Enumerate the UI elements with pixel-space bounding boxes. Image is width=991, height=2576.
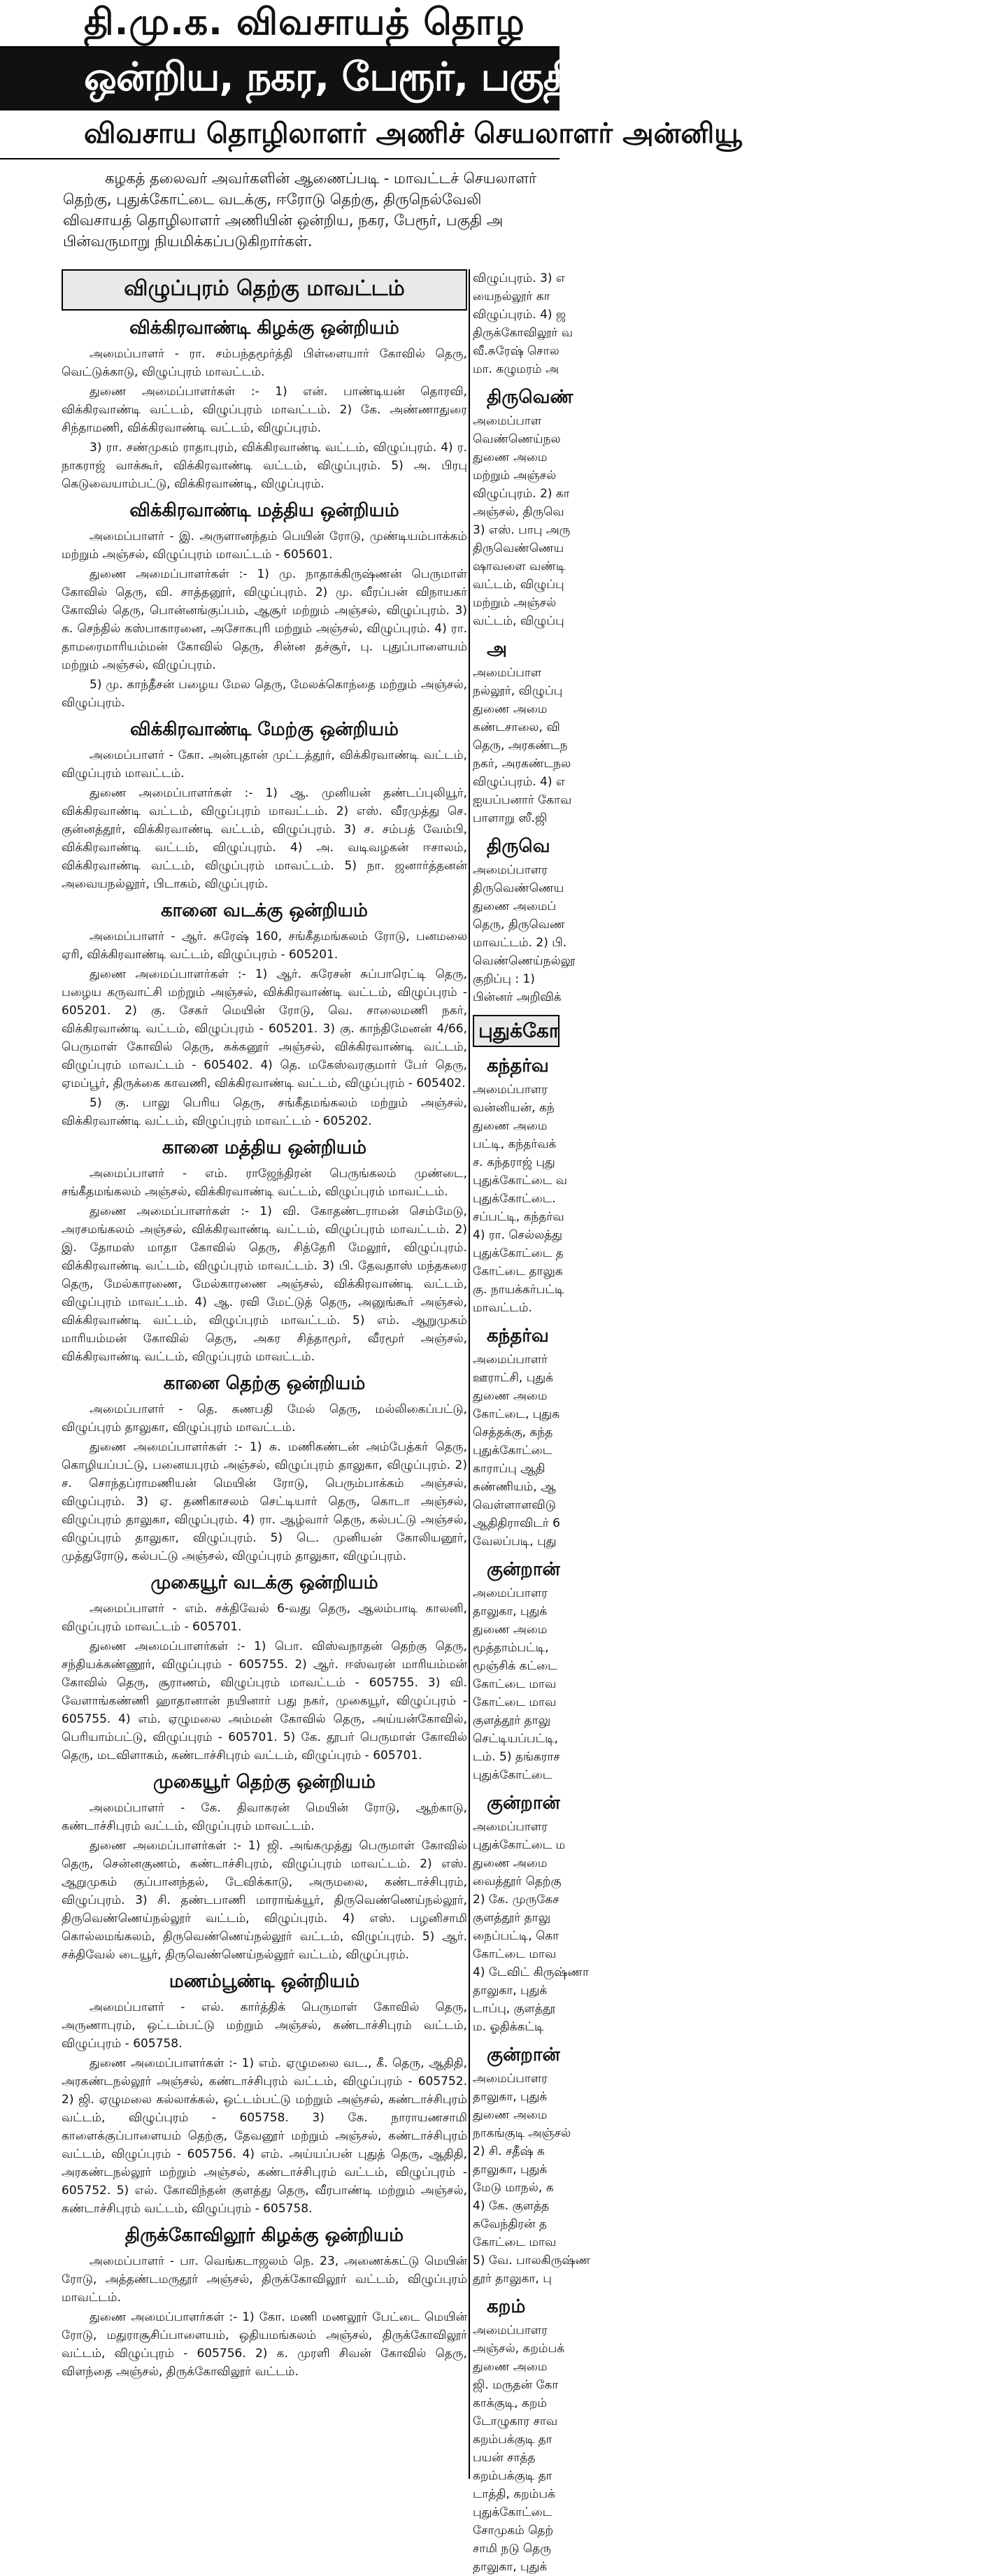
fragment-line: துணை அமை xyxy=(473,1623,548,1637)
fragment-line: அமைப்பாள xyxy=(473,666,542,680)
fragment-line: சுண்ணியம், ஆ xyxy=(473,1480,556,1494)
union-heading: கானை வடக்கு ஒன்றியம் xyxy=(161,900,368,921)
union-section xyxy=(62,1971,467,2218)
fragment-line: வேலப்படி, புது xyxy=(473,1535,557,1549)
union-section xyxy=(62,900,467,1130)
fragment-line: வட்டம், விழுப்பு xyxy=(473,614,564,628)
fragment-line: காக்குடி, கறம் xyxy=(473,2396,548,2410)
fragment-line: 2) கே. முருகேச xyxy=(473,1893,559,1907)
union-paragraph: அமைப்பாளர் - ஆர். சுரேஷ் 160, சங்கீதமங்கலம் ரோடு, பனமலை ஏரி, விக்கிரவாண்டி வட்டம், விழுப்புரம் - 605201. xyxy=(62,930,467,962)
fragment-line: அஞ்சல், கறம்பக் xyxy=(473,2342,565,2356)
union-paragraph: 5) கு. பாலு பெரிய தெரு, சங்கீதமங்கலம் மற்றும் அஞ்சல், விக்கிரவாண்டி வட்டம், விழுப்புரம் மாவட்டம் - 605202. xyxy=(62,1096,467,1128)
fragment-heading: குன்றான் xyxy=(487,2044,560,2065)
union-heading: விக்கிரவாண்டி மேற்கு ஒன்றியம் xyxy=(130,719,399,740)
fragment-line: புதுக்கோட்டை ம xyxy=(473,1838,566,1852)
union-section xyxy=(62,500,467,712)
fragment-line: தாலுகா, புதுக் xyxy=(473,2090,548,2104)
union-heading: விக்கிரவாண்டி மத்திய ஒன்றியம் xyxy=(129,500,399,521)
union-paragraph: அமைப்பாளர் - இ. அருளானந்தம் பெயின் ரோடு, முண்டியம்பாக்கம் மற்றும் அஞ்சல், விழுப்புரம் மாவட்டம் - 605601. xyxy=(62,529,467,562)
fragment-line: 5) வே. பாலகிருஷ்ண xyxy=(473,2254,590,2268)
fragment-line: சுவேந்திரன் த xyxy=(473,2217,548,2231)
fragment-line: யைநல்லூர் கா xyxy=(473,290,550,304)
fragment-line: புதுக்கோட்டை வ xyxy=(473,1174,567,1188)
fragment-line: வைத்தூர் தெற்கு xyxy=(473,1874,562,1888)
fragment-line: டாப்பு, குளத்தூ xyxy=(473,2002,555,2016)
fragment-line: மாவட்டம். 2) பி. xyxy=(473,936,567,950)
fragment-line: அமைப்பாள xyxy=(473,414,542,428)
fragment-line: மற்றும் அஞ்சல் xyxy=(473,469,557,483)
fragment-heading: குன்றான் xyxy=(487,1793,560,1814)
column-divider xyxy=(469,269,470,2479)
fragment-heading: திருவெ xyxy=(487,836,550,857)
fragment-line: தெரு, திருவெண xyxy=(473,918,565,932)
fragment-line: புதுக்கோட்டை. xyxy=(473,1192,556,1206)
union-paragraph: துணை அமைப்பாளர்கள் :- 1) ஆ. முனியன் தண்டப்புலியூர், விக்கிரவாண்டி வட்டம், விழுப்புரம் மாவட்டம். 2) எஸ். வீரமுத்து செ. குன்னத்தூர், விக்கிரவாண்டி வட்டம், விழுப்புரம். 3) ச. சம்பத் வேம்பி, விக்கிரவாண்டி வட்டம், விழுப்புரம். 4) அ. வடிவழகன் ஈசாலம், விக்கிரவாண்டி வட்டம், விழுப்புரம் மாவட்டம். 5) நா. ஜனார்த்தனன் அவையநல்லூர், பிடாகம், விழுப்புரம். xyxy=(62,786,467,891)
fragment-line: கு. நாயக்கர்பட்டி xyxy=(473,1283,564,1297)
fragment-line: புதுக்கோட்டை xyxy=(473,1444,552,1458)
union-heading: கானை தெற்கு ஒன்றியம் xyxy=(163,1373,366,1394)
column-left xyxy=(62,269,467,2386)
fragment-line: கோட்டை மாவ xyxy=(473,1695,557,1709)
fragment-line: வெண்ணெய்நல xyxy=(473,432,561,446)
union-heading: விக்கிரவாண்டி கிழக்கு ஒன்றியம் xyxy=(129,318,399,339)
fragment-line: பின்னர் அறிவிக் xyxy=(473,990,562,1004)
fragment-line: அமைப்பாளர xyxy=(473,2072,548,2086)
fragment-line: வீ.சுரேஷ் சொல xyxy=(473,344,559,358)
fragment-line: டோழுகார சாவ xyxy=(473,2414,558,2428)
fragment-heading: கறம் xyxy=(487,2296,526,2317)
fragment-line: செட்டியப்பட்டி, xyxy=(473,1732,559,1746)
fragment-line: தெரு, அரகண்டந xyxy=(473,739,568,753)
header-banner-top xyxy=(0,0,559,48)
fragment-line: அமைப்பாளர xyxy=(473,1083,548,1097)
union-list xyxy=(62,318,467,2381)
fragment-line: அஞ்சல், திருவெ xyxy=(473,505,564,519)
union-section xyxy=(62,1772,467,1964)
fragment-line: மூஞ்சிக் கட்டை xyxy=(473,1659,557,1673)
fragment-line: தாலுகா, புதுக் xyxy=(473,1604,548,1618)
fragment-line: வட்டம், விழுப்பு xyxy=(473,578,564,592)
fragment-line: துணை அமை xyxy=(473,1389,548,1403)
fragment-line: தாலுகா, புதுக் xyxy=(473,2560,548,2574)
union-paragraph: துணை அமைப்பாளர்கள் :- 1) பொ. விஸ்வநாதன் தெற்கு தெரு, சந்தியக்கண்ணூர், விழுப்புரம் - 605755. 2) ஆர். ஈஸ்வரன் மாரியம்மன் கோவில் தெரு, சூராணம், விழுப்புரம் மாவட்டம் - 605755. 3) வி. வேளாங்கண்ணி ஹாதானான் நயினார் பது நகர், முகையூர், விழுப்புரம் - 605755. 4) எம். ஏழுமலை அம்மன் கோவில் தெரு, அய்யன்கோவில், பெரியாம்பட்டு, விழுப்புரம் - 605701. 5) கே. தூபர் பெருமாள் கோவில் தெரு, மடவிளாகம், கண்டாச்சிபுரம் வட்டம், விழுப்புரம் - 605701. xyxy=(62,1639,467,1763)
fragment-line: வெள்ளாளவிடு xyxy=(473,1498,556,1512)
union-paragraph: 5) மு. காந்தீசன் பழைய மேல தெரு, மேலக்கொந்தை மற்றும் அஞ்சல், விழுப்புரம். xyxy=(62,678,467,710)
fragment-line: மூத்தாம்பட்டி, xyxy=(473,1641,549,1655)
union-heading: முகையூர் வடக்கு ஒன்றியம் xyxy=(150,1572,378,1593)
union-paragraph: துணை அமைப்பாளர்கள் :- 1) என். பாண்டியன் தொரவி, விக்கிரவாண்டி வட்டம், விழுப்புரம் மாவட்டம். 2) கே. அண்ணாதுரை சிந்தாமணி, விக்கிரவாண்டி வட்டம், விழுப்புரம். xyxy=(62,385,467,435)
fragment-line: ம. ஓதிக்கட்டி xyxy=(473,2020,544,2034)
fragment-list xyxy=(473,269,590,2576)
union-section xyxy=(62,1572,467,1765)
fragment-line: சாமி நடு தெரு xyxy=(473,2542,551,2556)
fragment-line: நைப்பட்டி, கொ xyxy=(473,1929,559,1943)
intro-text xyxy=(63,168,546,252)
union-paragraph: துணை அமைப்பாளர்கள் :- 1) சு. மணிகண்டன் அம்பேத்கர் தெரு, கொழியப்பட்டு, பனையபுரம் அஞ்சல், விழுப்புரம் தாலுகா, விழுப்புரம். 2) ச. சொந்தப்ராமணியன் மெயின் ரோடு, பெரும்பாக்கம் அஞ்சல், விழுப்புரம். 3) ஏ. தணிகாசலம் செட்டியார் தெரு, கொடா அஞ்சல், விழுப்புரம் தாலுகா, விழுப்புரம். 4) ரா. ஆழ்வார் தெரு, கல்பட்டு அஞ்சல், விழுப்புரம் தாலுகா, விழுப்புரம். 5) டெ. முனியன் கோலியனூர், முத்துரோடு, கல்பட்டு அஞ்சல், விழுப்புரம் தாலுகா, விழுப்புரம். xyxy=(62,1440,467,1563)
fragment-line: ஊராட்சி, புதுக் xyxy=(473,1371,553,1385)
fragment-line: காராப்பு ஆதி xyxy=(473,1462,546,1476)
fragment-line: டம். 5) தங்கராச xyxy=(473,1750,560,1764)
fragment-line: மேடு மாநல், க xyxy=(473,2181,554,2195)
fragment-line: மற்றும் அஞ்சல் xyxy=(473,596,557,610)
fragment-line: நாகங்குடி அஞ்சல் xyxy=(473,2126,571,2140)
union-paragraph: துணை அமைப்பாளர்கள் :- 1) ஜி. அங்கமுத்து பெருமாள் கோவில் தெரு, சென்னகுணம், கண்டாச்சிபுரம், விழுப்புரம் மாவட்டம். 2) எஸ். ஆறுமுகம் குப்பானந்தல், டேவிக்காடு, அருமலை, கண்டாச்சிபுரம், விழுப்புரம். 3) சி. தண்டபாணி மாராங்க்யூர், திருவெண்ணெய்நல்லூர், திருவெண்ணெய்நல்லூர் வட்டம், விழுப்புரம். 4) எஸ். பழனிசாமி கொல்லமங்கலம், திருவெண்ணெய்நல்லூர் வட்டம், விழுப்புரம். 5) ஆர். சக்திவேல் டையூர், திருவெண்ணெய்நல்லூர் வட்டம், விழுப்புரம். xyxy=(62,1839,467,1962)
fragment-line: குளத்தூர் தாலு xyxy=(473,1714,551,1728)
fragment-line: திருவெண்ணெய xyxy=(473,541,564,555)
union-heading: மணம்பூண்டி ஒன்றியம் xyxy=(169,1971,360,1992)
fragment-line: டாத்தி, கறம்பக் xyxy=(473,2487,555,2501)
fragment-line: அமைப்பாளர் xyxy=(473,1353,548,1367)
fragment-line: புதுக்கோட்டை xyxy=(473,1768,552,1782)
fragment-line: துணை அமை xyxy=(473,1856,548,1870)
fragment-line: நகர், அரகண்டநல xyxy=(473,757,571,771)
header-title-line3: விவசாய தொழிலாளர் அணிச் செயலாளர் அன்னியூ xyxy=(84,118,742,150)
union-paragraph: துணை அமைப்பாளர்கள் :- 1) மு. நாதாக்கிருஷ்ணன் பெருமாள் கோவில் தெரு, வி. சாத்தனூர், விழுப்புரம். 2) மு. வீரப்பன் விநாயகர் கோவில் தெரு, பொன்னங்குப்பம், ஆசூர் மற்றும் அஞ்சல், விழுப்புரம். 3) க. செந்தில் கஸ்பாகாரனை, அசோகபுரி மற்றும் அஞ்சல், விழுப்புரம். 4) ரா. தாமரைமாரியம்மன் கோவில் தெரு, சின்ன தச்சூர், பு. புதுப்பாளையம் மற்றும் அஞ்சல், விழுப்புரம். xyxy=(62,567,467,672)
fragment-line: 4) டேவிட் கிருஷ்ணா xyxy=(473,1965,589,1979)
fragment-line: 4) கே. குளத்த xyxy=(473,2199,550,2213)
fragment-heading: கந்தர்வ xyxy=(487,1055,549,1076)
fragment-district-title: புதுக்கோ xyxy=(473,1015,559,1047)
union-section xyxy=(62,1137,467,1366)
union-paragraph: துணை அமைப்பாளர்கள் :- 1) வி. கோதண்டராமன் செம்மேடு, அரசமங்கலம் அஞ்சல், விக்கிரவாண்டி வட்டம், விழுப்புரம் மாவட்டம். 2) இ. தோமஸ் மாதா கோவில் தெரு, சித்தேரி மேலூர், விழுப்புரம். விக்கிரவாண்டி வட்டம், விழுப்புரம் மாவட்டம். 3) பி. தேவதாஸ் மந்தகரை தெரு, மேல்காரணை, மேல்காரணை அஞ்சல், விக்கிரவாண்டி வட்டம், விழுப்புரம் மாவட்டம். 4) ஆ. ரவி மேட்டுத் தெரு, அனுங்கூர் அஞ்சல், விக்கிரவாண்டி வட்டம், விழுப்புரம் மாவட்டம். 5) எம். ஆறுமுகம் மாரியம்மன் கோவில் தெரு, அகர சித்தாமூர், வீரமூர் அஞ்சல், விக்கிரவாண்டி வட்டம், விழுப்புரம் மாவட்டம். xyxy=(62,1204,467,1364)
union-section xyxy=(62,1373,467,1565)
fragment-line: ச. கந்தராஜ் புது xyxy=(473,1155,555,1169)
fragment-line: கோட்டை மாவ xyxy=(473,1677,557,1691)
union-paragraph: துணை அமைப்பாளர்கள் :- 1) கோ. மணி மணலூர் பேட்டை மெயின் ரோடு, மதுராசூசிப்பாளையம், ஒதியமங்கலம் அஞ்சல், திருக்கோவிலூர் வட்டம், விழுப்புரம் - 605756. 2) க. முரளி சிவன் கோவில் தெரு, விளந்தை அஞ்சல், திருக்கோவிலூர் வட்டம். xyxy=(62,2310,467,2379)
union-heading: முகையூர் தெற்கு ஒன்றியம் xyxy=(153,1772,376,1793)
union-heading: கானை மத்திய ஒன்றியம் xyxy=(162,1137,367,1158)
fragment-heading: கந்தர்வ xyxy=(487,1325,549,1346)
fragment-line: தூர் தாலுகா, பு xyxy=(473,2272,552,2286)
union-paragraph: துணை அமைப்பாளர்கள் :- 1) ஆர். சுரேசன் சுப்பாரெட்டி தெரு, பழைய கருவாட்சி மற்றும் அஞ்சல், விக்கிரவாண்டி வட்டம், விழுப்புரம் - 605201. 2) கு. சேகர் மெயின் ரோடு, வெ. சாலைமணி நகர், விக்கிரவாண்டி வட்டம், விழுப்புரம் - 605201. 3) கு. காந்திமேனன் 4/66, பெருமாள் கோவில் தெரு, கக்கனூர் அஞ்சல், விக்கிரவாண்டி வட்டம், விழுப்புரம் மாவட்டம் - 605402. 4) தெ. மகேஸ்வரகுமார் பேர் தெரு, ஏமப்பூர், திருக்கை காவணி, விக்கிரவாண்டி வட்டம், விழுப்புரம் - 605402. xyxy=(62,967,467,1090)
fragment-line: விழுப்புரம். 4) எ xyxy=(473,775,566,789)
fragment-line: துணை அமை xyxy=(473,702,548,716)
fragment-line: 2) சி. சதீஷ் க xyxy=(473,2144,545,2158)
fragment-line: செத்தக்கு, கந்த xyxy=(473,1425,553,1439)
fragment-line: கோட்டை மாவ xyxy=(473,2235,557,2249)
union-paragraph: அமைப்பாளர் - ரா. சம்பந்தமூர்த்தி பிள்ளையார் கோவில் தெரு, வெட்டுக்காடு, விழுப்புரம் மாவட்டம். xyxy=(62,347,467,379)
fragment-line: துணை அமை xyxy=(473,2360,548,2374)
fragment-line: பட்டி, கந்தர்வக் xyxy=(473,1137,557,1151)
fragment-line: பாளாறு ஸீ.ஜி xyxy=(473,811,548,825)
fragment-line: துணை அமை xyxy=(473,1119,548,1133)
union-paragraph: அமைப்பாளர் - பா. வெங்கடாஜலம் நெ. 23, அணைக்கட்டு மெயின் ரோடு, அத்தண்டமருதூர் அஞ்சல், திருக்கோவிலூர் வட்டம், விழுப்புரம் மாவட்டம். xyxy=(62,2254,467,2305)
fragment-line: மாவட்டம். xyxy=(473,1301,532,1315)
fragment-line: அமைப்பாளர xyxy=(473,1820,548,1834)
header-title-line1: தி.மு.க. விவசாயத் தொழ xyxy=(84,1,525,43)
fragment-line: திருக்கோவிலூர் வ xyxy=(473,326,573,340)
fragment-line: கோட்டை தாலுக xyxy=(473,1265,563,1279)
header-title-line2: ஒன்றிய, நகர, பேரூர், பகுதி அமைப்பாளர் - துணை xyxy=(84,55,991,100)
fragment-heading: குன்றான் xyxy=(487,1559,560,1580)
column-right-cropped xyxy=(473,269,590,2574)
fragment-line: கோட்டை, புதுக xyxy=(473,1407,560,1421)
fragment-line: துணை அமைப் xyxy=(473,899,557,913)
union-paragraph: அமைப்பாளர் - எல். கார்த்திக் பெருமாள் கோவில் தெரு, அருணாபுரம், ஒட்டம்பட்டு மற்றும் அஞ்சல், கண்டாச்சிபுரம் வட்டம், விழுப்புரம் - 605758. xyxy=(62,2000,467,2051)
union-paragraph: 3) ரா. சண்முகம் ராதாபுரம், விக்கிரவாண்டி வட்டம், விழுப்புரம். 4) ர. நாகராஜ் வாக்கூர், விக்கிரவாண்டி வட்டம், விழுப்புரம். 5) அ. பிரபு கெடுவையாம்பட்டு, விக்கிரவாண்டி, விழுப்புரம். xyxy=(62,441,467,491)
fragment-line: அமைப்பாளர xyxy=(473,1586,548,1600)
fragment-line: 3) எஸ். பாபு அரு xyxy=(473,523,571,537)
fragment-line: துணை அமை xyxy=(473,2108,548,2122)
fragment-heading: திருவெண் xyxy=(487,387,573,408)
union-paragraph: அமைப்பாளர் - எம். ராஜேந்திரன் பெருங்கலம் முண்டை, சங்கீதமங்கலம் அஞ்சல், விக்கிரவாண்டி வட்டம், விழுப்புரம் மாவட்டம். xyxy=(62,1167,467,1199)
fragment-line: குறிப்பு : 1) xyxy=(473,972,535,986)
fragment-line: ஐயப்பனார் கோவ xyxy=(473,793,572,807)
union-section xyxy=(62,2225,467,2381)
union-section xyxy=(62,318,467,493)
district-title: விழுப்புரம் தெற்கு மாவட்டம் xyxy=(62,269,467,311)
fragment-line: சோமுகம் தெற் xyxy=(473,2524,554,2538)
fragment-line: கறம்பக்குடி தா xyxy=(473,2433,552,2447)
fragment-line: 4) ரா. செல்லத்து xyxy=(473,1228,563,1242)
fragment-line: விழுப்புரம். 4) ஜ xyxy=(473,308,566,322)
fragment-line: விழுப்புரம். 2) கா xyxy=(473,487,570,501)
fragment-line: ஜி. மருதன் கோ xyxy=(473,2378,559,2392)
union-paragraph: அமைப்பாளர் - எம். சக்திவேல் 6-வது தெரு, ஆலம்பாடி காலனி, விழுப்புரம் மாவட்டம் - 605701. xyxy=(62,1602,467,1634)
fragment-line: துணை அமை xyxy=(473,450,548,464)
header-banner-black xyxy=(0,48,991,111)
fragment-line: தாலுகா, புதுக் xyxy=(473,1984,548,1998)
fragment-line: வன்னியன், கந் xyxy=(473,1101,555,1115)
fragment-line: கறம்பக்குடி தா xyxy=(473,2469,552,2483)
fragment-line: வெண்ணெய்நல்லூ xyxy=(473,954,576,968)
fragment-line: புதுக்கோட்டை த xyxy=(473,1246,564,1260)
union-section xyxy=(62,719,467,893)
intro-paragraph: கழகத் தலைவர் அவர்களின் ஆணைப்படி - மாவட்டச் செயலாளர் தெற்கு, புதுக்கோட்டை வடக்கு, ஈரோடு தெற்கு, திருநெல்வேலி விவசாயத் தொழிலாளர் அணியின் ஒன்றிய, நகர, பேரூர், பகுதி அ பின்வருமாறு நியமிக்கப்படுகிறார்கள். xyxy=(63,170,536,250)
union-paragraph: அமைப்பாளர் - கோ. அன்புதான் முட்டத்தூர், விக்கிரவாண்டி வட்டம், விழுப்புரம் மாவட்டம். xyxy=(62,748,467,781)
fragment-line: பயன் சாத்த xyxy=(473,2451,536,2465)
union-paragraph: அமைப்பாளர் - தெ. கணபதி மேல் தெரு, மல்லிகைப்பட்டு, விழுப்புரம் தாலுகா, விழுப்புரம் மாவட்டம். xyxy=(62,1402,467,1435)
fragment-line: அமைப்பாளர xyxy=(473,2324,548,2337)
union-paragraph: துணை அமைப்பாளர்கள் :- 1) எம். ஏழுமலை வட., கீ. தெரு, ஆதிதி, அரகண்டநல்லூர் அஞ்சல், கண்டாச்சிபுரம் வட்டம், விழுப்புரம் - 605752. 2) ஜி. ஏழுமலை கல்லாக்கல், ஒட்டம்பட்டு மற்றும் அஞ்சல், கண்டாச்சிபுரம் வட்டம், விழுப்புரம் - 605758. 3) கே. நாராயணசாமி காளைக்குப்பாளையம் தெற்கு, தேவனூர் மற்றும் அஞ்சல், கண்டாச்சிபுரம் வட்டம், விழுப்புரம் - 605756. 4) எம். அய்யப்பன் புதுத் தெரு, ஆதிதி, அரகண்டநல்லூர் மற்றும் அஞ்சல், கண்டாச்சிபுரம் வட்டம், விழுப்புரம் - 605752. 5) எல். கோவிந்தன் குளத்து தெரு, வீரபாண்டி மற்றும் அஞ்சல், கண்டாச்சிபுரம் வட்டம், விழுப்புரம் - 605758. xyxy=(62,2056,467,2216)
fragment-line: கண்டசாலை, வி xyxy=(473,720,560,734)
fragment-line: ஷாவளை வண்டி xyxy=(473,560,566,574)
header-banner-sub xyxy=(0,112,742,159)
fragment-line: விழுப்புரம். 3) எ xyxy=(473,271,566,285)
fragment-line: புதுக்கோட்டை xyxy=(473,2505,552,2519)
fragment-line: திருவெண்ணெய xyxy=(473,881,564,895)
union-paragraph: அமைப்பாளர் - கே. திவாகரன் மெயின் ரோடு, ஆற்காடு, கண்டாச்சிபுரம் வட்டம், விழுப்புரம் மாவட்டம். xyxy=(62,1801,467,1833)
fragment-line: ஆதிதிராவிடர் 6 xyxy=(473,1516,560,1530)
fragment-heading: அ xyxy=(487,639,507,660)
union-heading: திருக்கோவிலூர் கிழக்கு ஒன்றியம் xyxy=(124,2225,404,2246)
fragment-line: சப்பட்டி, கந்தர்வ xyxy=(473,1210,564,1224)
fragment-line: நல்லூர், விழுப்பு xyxy=(473,684,563,698)
fragment-line: குளத்தூர் தாலு xyxy=(473,1911,551,1925)
fragment-line: கோட்டை மாவ xyxy=(473,1947,557,1961)
fragment-line: அமைப்பாளர xyxy=(473,863,548,877)
fragment-line: தாலுகா, புதுக் xyxy=(473,2163,548,2177)
fragment-line: மா. கழுமரம் அ xyxy=(473,362,559,376)
